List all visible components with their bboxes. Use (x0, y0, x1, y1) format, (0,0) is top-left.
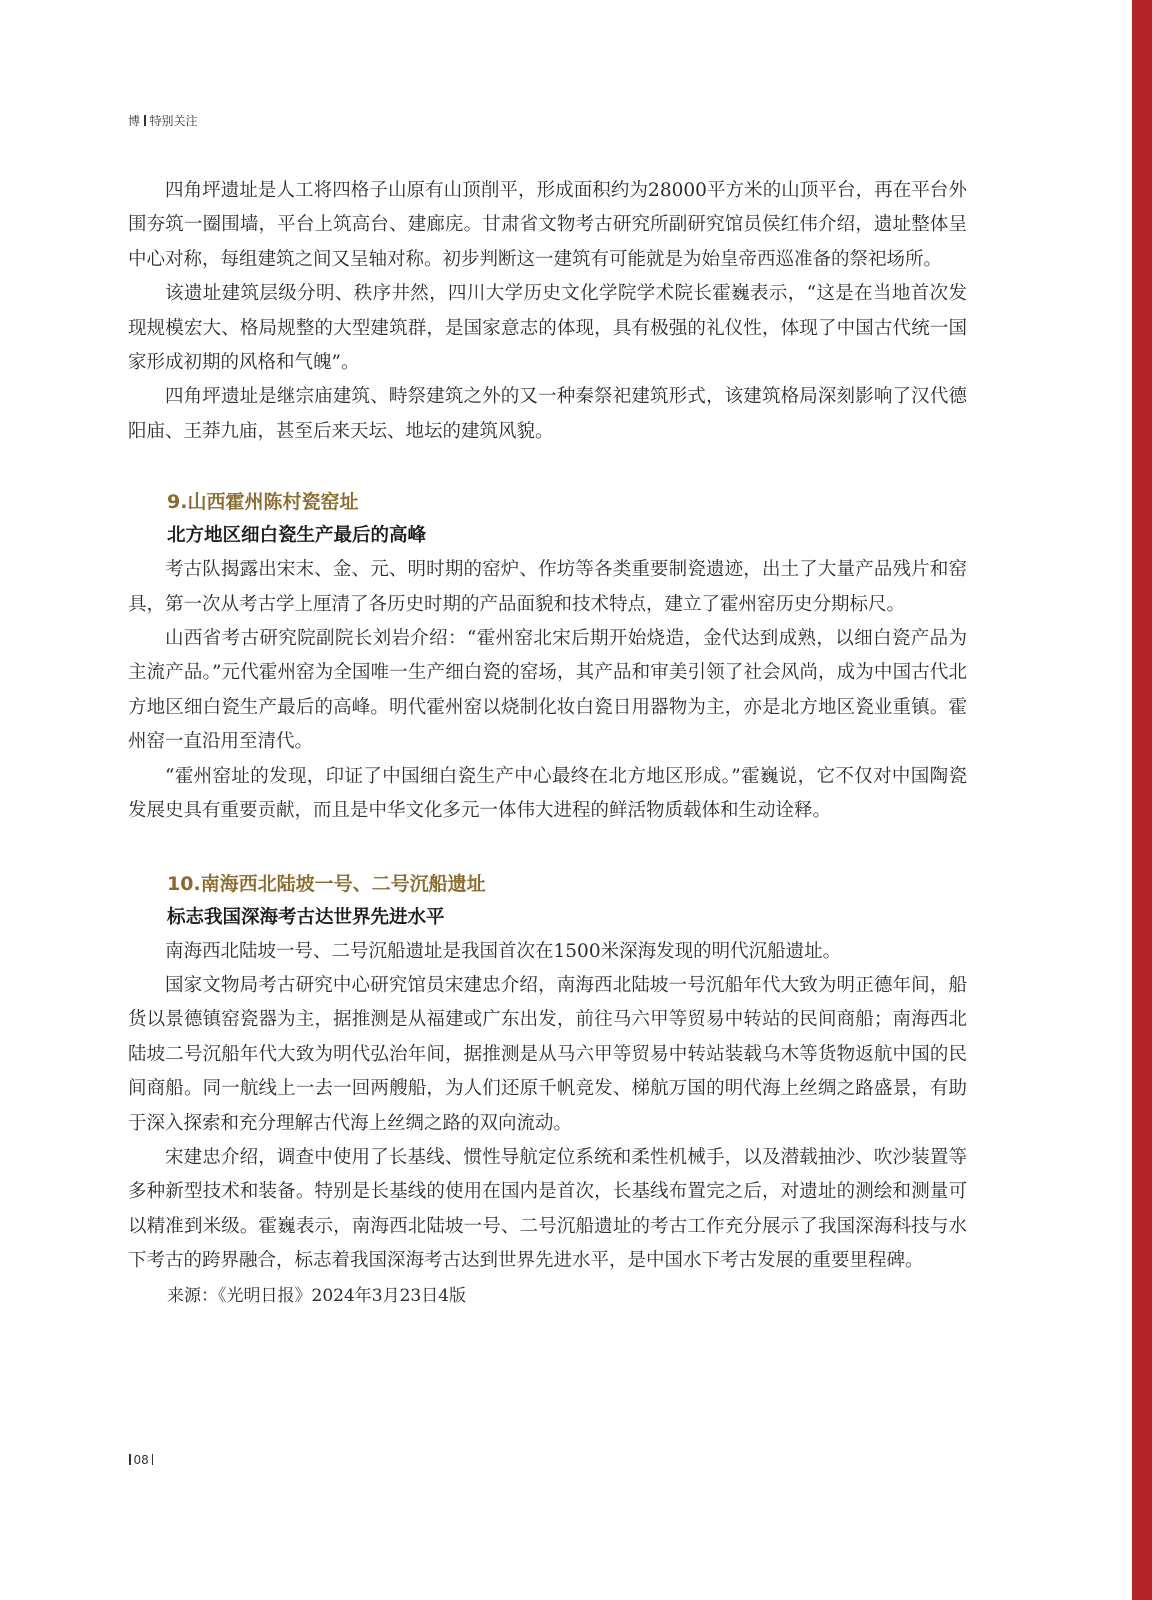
header-magazine-mark: 博 (128, 114, 141, 128)
section-10-paragraph-3: 宋建忠介绍，调查中使用了长基线、惯性导航定位系统和柔性机械手，以及潜载抽沙、吹沙装置等多种新型技术和装备。特别是长基线的使用在国内是首次，长基线布置完之后，对遗址的测绘和测量可以精准到米级。霍巍表示，南海西北陆坡一号、二号沉船遗址的考古工作充分展示了我国深海科技与水下考古的跨界融合，标志着我国深海考古达到世界先进水平，是中国水下考古发展的重要里程碑。 (128, 1146, 967, 1272)
source-citation: 来源：《光明日报》2024年3月23日4版 (167, 1285, 467, 1306)
section-10-title: 10.南海西北陆坡一号、二号沉船遗址 (167, 872, 486, 895)
section-10-paragraph-2: 国家文物局考古研究中心研究馆员宋建忠介绍，南海西北陆坡一号沉船年代大致为明正德年间，船货以景德镇窑瓷器为主，据推测是从福建或广东出发，前往马六甲等贸易中转站的民间商船；南海西北陆坡二号沉船年代大致为明代弘治年间，据推测是从马六甲等贸易中转站装载乌木等货物返航中国的民间商船。同一航线上一去一回两艘船，为人们还原千帆竞发、梯航万国的明代海上丝绸之路盛景，有助于深入探索和充分理解古代海上丝绸之路的双向流动。 (128, 974, 967, 1134)
page-number (126, 1453, 156, 1467)
section-10-subtitle: 标志我国深海考古达世界先进水平 (167, 906, 445, 928)
page-number-value: 08 (133, 1453, 149, 1467)
article-body (128, 174, 967, 1313)
section-9-subtitle: 北方地区细白瓷生产最后的高峰 (167, 525, 427, 547)
red-edge-bar (1132, 0, 1152, 1600)
running-header (128, 112, 198, 129)
page-number-bar-left (129, 1454, 131, 1465)
header-column-name: 特别关注 (149, 114, 198, 128)
header-separator (144, 115, 146, 126)
intro-paragraph-1: 四角坪遗址是人工将四格子山原有山顶削平，形成面积约为28000平方米的山顶平台，再在平台外围夯筑一圈围墙，平台上筑高台、建廊庑。甘肃省文物考古研究所副研究馆员侯红伟介绍，遗址整体呈中心对称，每组建筑之间又呈轴对称。初步判断这一建筑有可能就是为始皇帝西巡准备的祭祀场所。 (128, 180, 967, 270)
section-9-paragraph-2: 山西省考古研究院副院长刘岩介绍：“霍州窑北宋后期开始烧造，金代达到成熟，以细白瓷产品为主流产品。”元代霍州窑为全国唯一生产细白瓷的窑场，其产品和审美引领了社会风尚，成为中国古代北方地区细白瓷生产最后的高峰。明代霍州窑以烧制化妆白瓷日用器物为主，亦是北方地区瓷业重镇。霍州窑一直沿用至清代。 (128, 628, 967, 753)
section-10-paragraph-1: 南海西北陆坡一号、二号沉船遗址是我国首次在1500米深海发现的明代沉船遗址。 (165, 940, 842, 962)
page-number-bar-right (152, 1454, 154, 1465)
section-9-title: 9.山西霍州陈村瓷窑址 (167, 491, 359, 514)
intro-paragraph-3: 四角坪遗址是继宗庙建筑、畤祭建筑之外的又一种秦祭祀建筑形式，该建筑格局深刻影响了汉代德阳庙、王莽九庙，甚至后来天坛、地坛的建筑风貌。 (128, 386, 967, 442)
section-9-paragraph-3: “霍州窑址的发现，印证了中国细白瓷生产中心最终在北方地区形成。”霍巍说，它不仅对中国陶瓷发展史具有重要贡献，而且是中华文化多元一体伟大进程的鲜活物质载体和生动诠释。 (128, 765, 967, 822)
intro-paragraph-2: 该遗址建筑层级分明、秩序井然，四川大学历史文化学院学术院长霍巍表示，“这是在当地首次发现规模宏大、格局规整的大型建筑群，是国家意志的体现，具有极强的礼仪性，体现了中国古代统一国家形成初期的风格和气魄”。 (128, 283, 967, 374)
section-9-paragraph-1: 考古队揭露出宋末、金、元、明时期的窑炉、作坊等各类重要制瓷遗迹，出土了大量产品残片和窑具，第一次从考古学上厘清了各历史时期的产品面貌和技术特点，建立了霍州窑历史分期标尺。 (128, 559, 967, 615)
